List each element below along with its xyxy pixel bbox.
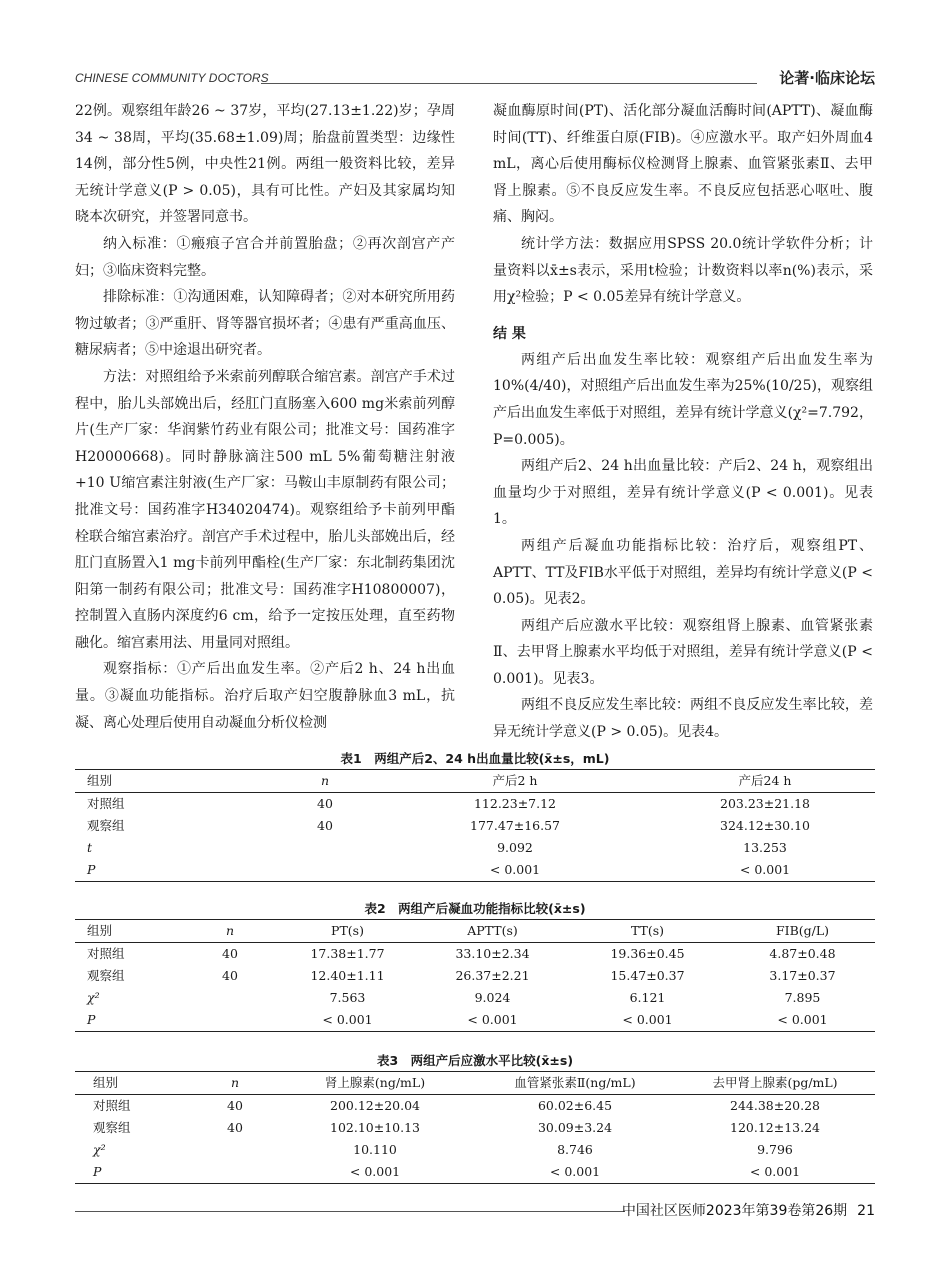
paragraph-result-blood-loss: 两组产后2、24 h出血量比较：产后2、24 h，观察组出血量均少于对照组，差异有统计学意义(P < 0.001)。见表1。 bbox=[493, 458, 873, 528]
paragraph-result-adverse: 两组不良反应发生率比较：两组不良反应发生率比较，差异无统计学意义(P > 0.05)。见表4。 bbox=[493, 697, 873, 741]
right-column bbox=[493, 98, 873, 746]
table-cell: 40 bbox=[222, 946, 238, 961]
table-cell: 9.024 bbox=[474, 990, 511, 1005]
table-cell: < 0.001 bbox=[467, 1012, 518, 1027]
table-cell: < 0.001 bbox=[322, 1012, 373, 1027]
table-cell: 244.38±20.28 bbox=[730, 1098, 820, 1113]
table-1-title: 表1 两组产后2、24 h出血量比较(x̄±s，mL) bbox=[340, 751, 610, 766]
table-header-row bbox=[75, 1072, 875, 1095]
header-cell: 去甲肾上腺素(pg/mL) bbox=[712, 1075, 838, 1090]
table-cell: χ² bbox=[87, 990, 100, 1005]
paragraph-result-hemorrhage-rate: 两组产后出血发生率比较：观察组产后出血发生率为10%(4/40)，对照组产后出血发生率为25%(10/25)，观察组产后出血发生率低于对照组，差异有统计学意义(χ²=7.792，P=0.005)。 bbox=[493, 351, 873, 448]
table-cell: 观察组 bbox=[93, 1120, 131, 1135]
table-cell: < 0.001 bbox=[622, 1012, 673, 1027]
table-cell: 26.37±2.21 bbox=[455, 968, 530, 983]
table-row bbox=[75, 1139, 875, 1161]
table-header-row bbox=[75, 770, 875, 793]
table-cell: 4.87±0.48 bbox=[769, 946, 836, 961]
paragraph-inclusion-criteria: 纳入标准：①瘢痕子宫合并前置胎盘；②再次剖宫产产妇；③临床资料完整。 bbox=[75, 235, 455, 279]
table-cell: 对照组 bbox=[87, 946, 125, 961]
table-cell: 7.563 bbox=[329, 990, 366, 1005]
running-head bbox=[75, 67, 875, 89]
table-cell: < 0.001 bbox=[549, 1164, 601, 1179]
paragraph-result-coagulation: 两组产后凝血功能指标比较：治疗后，观察组PT、APTT、TT及FIB水平低于对照组，差异均有统计学意义(P < 0.05)。见表2。 bbox=[493, 537, 873, 608]
header-cell: n bbox=[230, 1075, 240, 1090]
table-cell: < 0.001 bbox=[489, 862, 541, 877]
journal-issue: 中国社区医师2023年第39卷第26期 bbox=[621, 1203, 848, 1219]
table-cell: 10.110 bbox=[353, 1142, 397, 1157]
table-cell: 30.09±3.24 bbox=[537, 1120, 613, 1135]
table-cell: 40 bbox=[317, 796, 333, 811]
header-cell: 组别 bbox=[87, 923, 113, 938]
table-header-row bbox=[75, 920, 875, 943]
table-cell: 40 bbox=[222, 968, 238, 983]
table-cell: 203.23±21.18 bbox=[720, 796, 810, 811]
table-cell: 40 bbox=[227, 1120, 243, 1135]
header-cell: 血管紧张素Ⅱ(ng/mL) bbox=[514, 1075, 636, 1090]
table-cell: 324.12±30.10 bbox=[720, 818, 810, 833]
paragraph-result-stress: 两组产后应激水平比较：观察组肾上腺素、血管紧张素Ⅱ、去甲肾上腺素水平均低于对照组，差异有统计学意义(P < 0.001)。见表3。 bbox=[493, 617, 873, 687]
header-cell: 组别 bbox=[93, 1075, 119, 1090]
table-cell: P bbox=[87, 862, 96, 877]
header-cell: 产后2 h bbox=[492, 773, 538, 788]
table-cell bbox=[195, 1161, 275, 1184]
table-row bbox=[75, 859, 875, 882]
table-cell: P bbox=[87, 1012, 96, 1027]
journal-name-english: CHINESE COMMUNITY DOCTORS bbox=[75, 71, 269, 85]
paragraph-exclusion-criteria: 排除标准：①沟通困难，认知障碍者；②对本研究所用药物过敏者；③严重肝、肾等器官损坏者；④患有严重高血压、糖尿病者；⑤中途退出研究者。 bbox=[75, 289, 455, 359]
header-cell: 产后24 h bbox=[738, 773, 792, 788]
header-rule bbox=[261, 83, 757, 84]
table-cell bbox=[275, 837, 375, 859]
table-row bbox=[75, 1161, 875, 1184]
table-cell: 观察组 bbox=[87, 818, 125, 833]
paragraph-indicators-continued: 凝血酶原时间(PT)、活化部分凝血活酶时间(APTT)、凝血酶时间(TT)、纤维蛋白原(FIB)。④应激水平。取产妇外周血4 mL，离心后使用酶标仪检测肾上腺素、血管紧张素Ⅱ、去甲肾上腺素。⑤不良反应发生率。不良反应包括恶心呕吐、腹痛、胸闷。 bbox=[493, 103, 873, 226]
table-cell: 112.23±7.12 bbox=[473, 796, 557, 811]
footer-text bbox=[622, 1200, 875, 1220]
table-row bbox=[75, 837, 875, 859]
table-row bbox=[75, 793, 875, 816]
table-cell: < 0.001 bbox=[739, 862, 791, 877]
table-cell: 17.38±1.77 bbox=[310, 946, 385, 961]
table-3-title: 表3 两组产后应激水平比较(x̄±s) bbox=[376, 1053, 574, 1068]
table-cell: 102.10±10.13 bbox=[330, 1120, 420, 1135]
table-cell: 3.17±0.37 bbox=[769, 968, 836, 983]
table-cell: 12.40±1.11 bbox=[310, 968, 385, 983]
table-cell bbox=[195, 1139, 275, 1161]
table-1 bbox=[75, 749, 875, 882]
table-row bbox=[75, 1117, 875, 1139]
header-cell: n bbox=[225, 923, 235, 938]
results-heading: 结 果 bbox=[493, 325, 526, 342]
page-footer bbox=[75, 1198, 875, 1222]
table-2-title: 表2 两组产后凝血功能指标比较(x̄±s) bbox=[364, 901, 586, 916]
table-cell: 40 bbox=[227, 1098, 243, 1113]
table-cell bbox=[275, 859, 375, 882]
table-cell bbox=[185, 987, 275, 1009]
table-cell: 15.47±0.37 bbox=[610, 968, 685, 983]
table-cell: < 0.001 bbox=[777, 1012, 828, 1027]
header-cell: TT(s) bbox=[630, 923, 665, 938]
header-cell: APTT(s) bbox=[467, 923, 518, 938]
table-row bbox=[75, 943, 875, 966]
header-cell: n bbox=[320, 773, 330, 788]
table-cell: 9.796 bbox=[757, 1142, 793, 1157]
table-cell: 33.10±2.34 bbox=[455, 946, 530, 961]
table-cell: P bbox=[93, 1164, 102, 1179]
table-row bbox=[75, 1095, 875, 1118]
table-cell: 观察组 bbox=[87, 968, 125, 983]
paragraph-indicators: 观察指标：①产后出血发生率。②产后2 h、24 h出血量。③凝血功能指标。治疗后取产妇空腹静脉血3 mL，抗凝、离心处理后使用自动凝血分析仪检测 bbox=[75, 661, 455, 731]
table-cell: 177.47±16.57 bbox=[470, 818, 560, 833]
paragraph-baseline: 22例。观察组年龄26 ~ 37岁，平均(27.13±1.22)岁；孕周34 ~ 38周，平均(35.68±1.09)周；胎盘前置类型：边缘性14例，部分性5例，中央性21例。两组一般资料比较，差异无统计学意义(P > 0.05)，具有可比性。产妇及其家属均知晓本次研究，并签署同意书。 bbox=[75, 103, 455, 226]
table-cell: 40 bbox=[317, 818, 333, 833]
table-cell: 9.092 bbox=[497, 840, 533, 855]
header-cell: FIB(g/L) bbox=[775, 923, 830, 938]
header-cell: 组别 bbox=[87, 773, 113, 788]
section-label: 论著·临床论坛 bbox=[779, 69, 875, 87]
table-cell: 120.12±13.24 bbox=[730, 1120, 820, 1135]
table-row bbox=[75, 815, 875, 837]
table-row bbox=[75, 987, 875, 1009]
footer-rule bbox=[75, 1211, 625, 1212]
table-2 bbox=[75, 899, 875, 1032]
paragraph-methods: 方法：对照组给予米索前列醇联合缩宫素。剖宫产手术过程中，胎儿头部娩出后，经肛门直肠塞入600 mg米索前列醇片(生产厂家：华润紫竹药业有限公司；批准文号：国药准字H20000668)。同时静脉滴注500 mL 5%葡萄糖注射液+10 U缩宫素注射液(生产厂家：马鞍山丰原制药有限公司；批准文号：国药准字H34020474)。观察组给予卡前列甲酯栓联合缩宫素治疗。剖宫产手术过程中，胎儿头部娩出后，经肛门直肠置入1 mg卡前列甲酯栓(生产厂家：东北制药集团沈阳第一制药有限公司；批准文号：国药准字H10800007)，控制置入直肠内深度约6 cm，给予一定按压处理，直至药物融化。缩宫素用法、用量同对照组。 bbox=[75, 368, 455, 651]
table-cell: 6.121 bbox=[629, 990, 666, 1005]
table-3 bbox=[75, 1051, 875, 1184]
table-cell: t bbox=[87, 840, 93, 855]
header-cell: 肾上腺素(ng/mL) bbox=[324, 1075, 426, 1090]
table-cell: 8.746 bbox=[557, 1142, 593, 1157]
table-cell: 60.02±6.45 bbox=[537, 1098, 613, 1113]
table-row bbox=[75, 1009, 875, 1032]
table-cell: < 0.001 bbox=[349, 1164, 401, 1179]
paragraph-statistics: 统计学方法：数据应用SPSS 20.0统计学软件分析；计量资料以x̄±s表示，采用t检验；计数资料以率n(%)表示，采用χ²检验；P < 0.05差异有统计学意义。 bbox=[493, 235, 873, 306]
table-cell: 200.12±20.04 bbox=[330, 1098, 420, 1113]
table-cell: χ² bbox=[93, 1142, 106, 1157]
table-cell: 对照组 bbox=[93, 1098, 131, 1113]
table-cell: < 0.001 bbox=[749, 1164, 801, 1179]
table-cell: 7.895 bbox=[784, 990, 821, 1005]
table-cell: 对照组 bbox=[87, 796, 125, 811]
table-cell: 19.36±0.45 bbox=[610, 946, 685, 961]
table-cell: 13.253 bbox=[743, 840, 787, 855]
table-row bbox=[75, 965, 875, 987]
table-cell bbox=[185, 1009, 275, 1032]
left-column bbox=[75, 98, 455, 736]
page-number: 21 bbox=[857, 1203, 875, 1219]
header-cell: PT(s) bbox=[331, 923, 364, 938]
